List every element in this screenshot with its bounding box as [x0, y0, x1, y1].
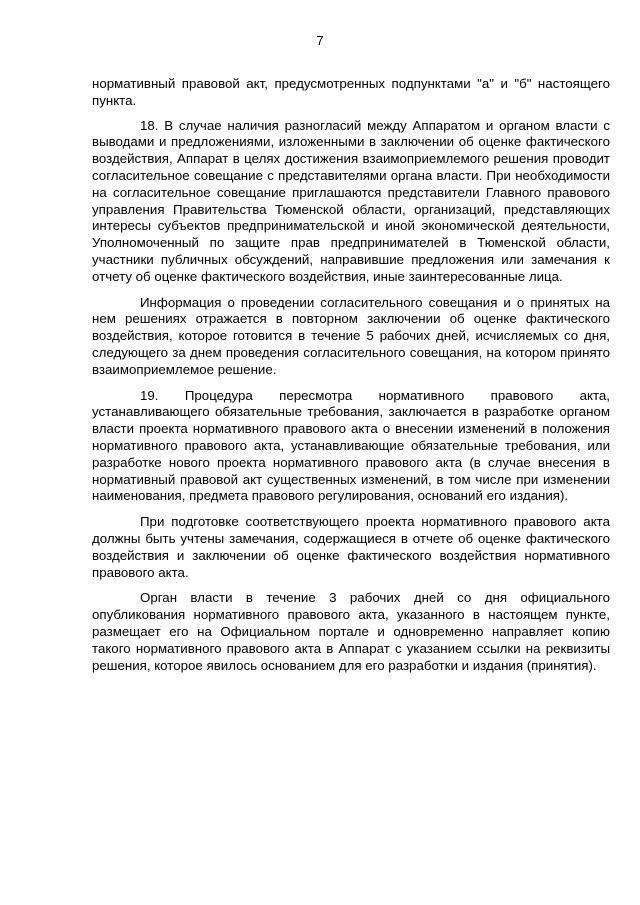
paragraph-item-19: 19. Процедура пересмотра нормативного правового акта, устанавливающего обязательные требования, заключается в разработке органом власти проекта нормативного правового акта о внесении изменений в положения нормативного правового акта, устанавливающие обязательные требования, или разработке нового проекта нормативного правового акта (в случае внесения в нормативный правовой акт существенных изменений, в том числе при изменении наименования, предмета правового регулирования, оснований его издания). — [92, 387, 610, 504]
document-body — [92, 76, 610, 674]
paragraph-continuation: нормативный правовой акт, предусмотренных подпунктами "а" и "б" настоящего пункта. — [92, 76, 610, 108]
paragraph-draft-preparation: При подготовке соответствующего проекта нормативного правового акта должны быть учтены замечания, содержащиеся в отчете об оценке фактического воздействия и заключении об оценке фактического воздействия нормативного правового акта. — [92, 514, 610, 580]
paragraph-meeting-info: Информация о проведении согласительного совещания и о принятых на нем решениях отражается в повторном заключении об оценке фактического воздействия, которое готовится в течение 5 рабочих дней, исчисляемых со дня, следующего за днем проведения согласительного совещания, на котором принято взаимоприемлемое решение. — [92, 294, 610, 377]
paragraph-publication: Орган власти в течение 3 рабочих дней со дня официального опубликования нормативного правового акта, указанного в настоящем пункте, размещает его на Официальном портале и одновременно направляет копию такого нормативного правового акта в Аппарат с указанием ссылки на реквизиты решения, которое явилось основанием для его разработки и издания (принятия). — [92, 590, 610, 673]
paragraph-item-18: 18. В случае наличия разногласий между Аппаратом и органом власти с выводами и предложениями, изложенными в заключении об оценке фактического воздействия, Аппарат в целях достижения взаимоприемлемого решения проводит согласительное совещание с представителями органа власти. При необходимости на согласительное совещание приглашаются представители Главного правового управления Правительства Тюменской области, организаций, представляющих интересы субъектов предпринимательской и иной экономической деятельности, Уполномоченный по защите прав предпринимателей в Тюменской области, участники публичных обсуждений, направившие предложения или замечания к отчету об оценке фактического воздействия, иные заинтересованные лица. — [92, 117, 610, 284]
page-number: 7 — [316, 33, 324, 48]
